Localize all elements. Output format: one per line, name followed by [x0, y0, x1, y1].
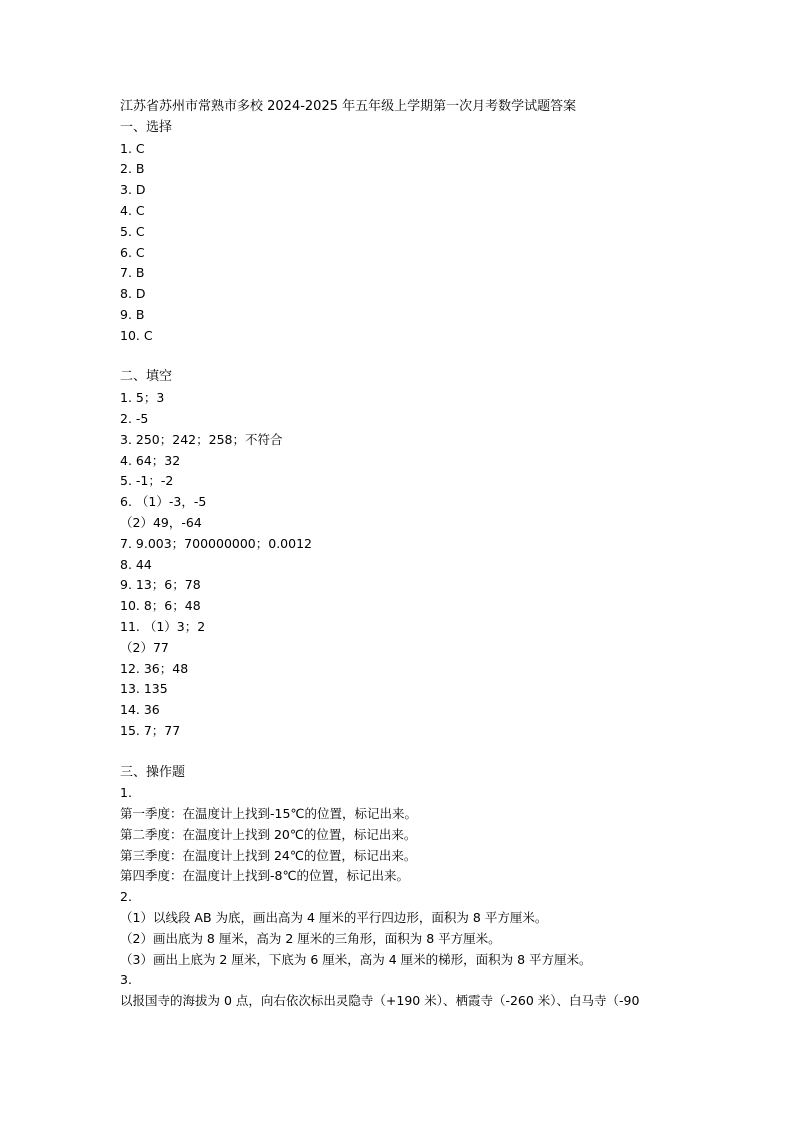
answer-line: 5. C: [120, 223, 145, 239]
answer-line: 11. （1）3；2: [120, 618, 206, 634]
operation-line: 第三季度：在温度计上找到 24℃的位置，标记出来。: [120, 847, 417, 863]
section-heading-choice: 一、选择: [120, 119, 173, 135]
answer-line: 1. C: [120, 140, 145, 156]
answer-line: 15. 7；77: [120, 722, 181, 738]
answer-line: 4. C: [120, 202, 145, 218]
operation-line: 第一季度：在温度计上找到-15℃的位置，标记出来。: [120, 806, 417, 822]
answer-line: 10. 8；6；48: [120, 598, 201, 614]
section-heading-operation: 三、操作题: [120, 764, 186, 780]
operation-line: 第二季度：在温度计上找到 20℃的位置，标记出来。: [120, 826, 417, 842]
spacer: [120, 742, 760, 763]
answer-line: 5. -1；-2: [120, 473, 174, 489]
answer-line: 9. 13；6；78: [120, 577, 201, 593]
answer-line: 6. C: [120, 244, 145, 260]
answer-line: （2）49，-64: [120, 514, 202, 530]
answer-line: 14. 36: [120, 702, 160, 718]
answer-line: 1. 5；3: [120, 390, 165, 406]
document-title: 江苏省苏州市常熟市多校 2024-2025 年五年级上学期第一次月考数学试题答案: [120, 99, 577, 114]
answer-line: 6. （1）-3，-5: [120, 494, 207, 510]
answer-line: 8. 44: [120, 556, 152, 572]
answer-line: 7. 9.003；700000000；0.0012: [120, 535, 312, 551]
operation-line: （2）画出底为 8 厘米，高为 2 厘米的三角形，面积为 8 平方厘米。: [120, 930, 501, 946]
answer-line: 12. 36；48: [120, 660, 189, 676]
answer-line: 10. C: [120, 327, 153, 343]
answer-line: 7. B: [120, 265, 145, 281]
operation-line: 2.: [120, 889, 132, 905]
operation-line: 以报国寺的海拔为 0 点，向右依次标出灵隐寺（+190 米）、栖霞寺（-260 米）、白马寺（-90: [120, 993, 640, 1009]
operation-line: （3）画出上底为 2 厘米，下底为 6 厘米，高为 4 厘米的梯形，面积为 8 平方厘米。: [120, 951, 592, 967]
answer-line: 2. -5: [120, 410, 149, 426]
answer-line: 4. 64；32: [120, 452, 181, 468]
operation-line: 3.: [120, 972, 132, 988]
operation-line: 1.: [120, 785, 132, 801]
document-page: [120, 97, 760, 1012]
answer-line: 3. D: [120, 182, 146, 198]
section-heading-fill-in: 二、填空: [120, 369, 173, 385]
operation-line: 第四季度：在温度计上找到-8℃的位置，标记出来。: [120, 868, 410, 884]
answer-line: （2）77: [120, 639, 169, 655]
operation-line: （1）以线段 AB 为底，画出高为 4 厘米的平行四边形，面积为 8 平方厘米。: [120, 910, 548, 926]
answer-line: 2. B: [120, 161, 145, 177]
answer-line: 13. 135: [120, 681, 168, 697]
answer-line: 8. D: [120, 286, 146, 302]
spacer: [120, 347, 760, 368]
answer-line: 9. B: [120, 306, 145, 322]
answer-line: 3. 250；242；258；不符合: [120, 431, 283, 447]
